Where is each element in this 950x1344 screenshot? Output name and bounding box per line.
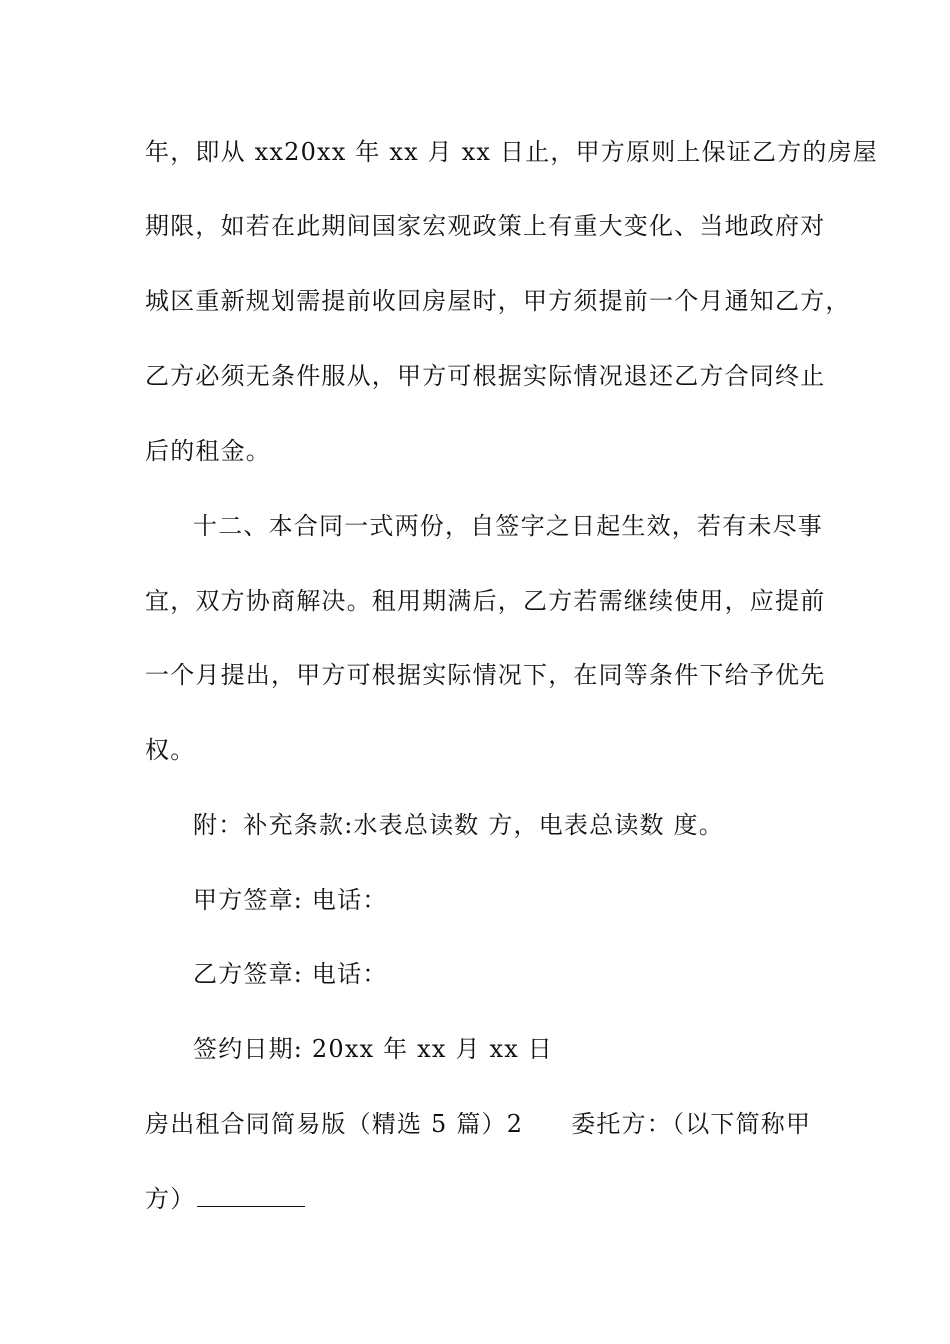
appendix-clause: 附：补充条款:水表总读数 方，电表总读数 度。: [193, 811, 724, 839]
entrusting-party-line: [145, 1184, 305, 1214]
blank-fill-line: [197, 1184, 305, 1207]
party-b-signature: 乙方签章: 电话：: [193, 960, 388, 988]
paragraph-1-line-1: 年，即从 xx20xx 年 xx 月 xx 日止，甲方原则上保证乙方的房屋: [145, 138, 878, 166]
next-contract-title: 房出租合同简易版（精选 5 篇）2: [145, 1110, 524, 1138]
entrusting-party-label: 委托方：（以下简称甲: [571, 1110, 812, 1138]
paragraph-2-line-2: 宜，双方协商解决。租用期满后，乙方若需继续使用，应提前: [145, 587, 826, 615]
paragraph-2-line-4: 权。: [145, 736, 196, 764]
party-a-signature: 甲方签章: 电话：: [193, 886, 388, 914]
signing-date: 签约日期: 20xx 年 xx 月 xx 日: [193, 1035, 554, 1063]
paragraph-1-line-2: 期限，如若在此期间国家宏观政策上有重大变化、当地政府对: [145, 212, 826, 240]
paragraph-1-line-5: 后的租金。: [145, 437, 271, 465]
paragraph-1-line-3: 城区重新规划需提前收回房屋时，甲方须提前一个月通知乙方，: [145, 287, 851, 315]
paragraph-1-line-4: 乙方必须无条件服从，甲方可根据实际情况退还乙方合同终止: [145, 362, 826, 390]
entrusting-party-suffix: 方）: [145, 1185, 196, 1213]
next-contract-heading-line: [145, 1109, 811, 1139]
paragraph-2-line-1: 十二、本合同一式两份，自签字之日起生效，若有未尽事: [193, 512, 823, 540]
paragraph-2-line-3: 一个月提出，甲方可根据实际情况下，在同等条件下给予优先: [145, 661, 826, 689]
